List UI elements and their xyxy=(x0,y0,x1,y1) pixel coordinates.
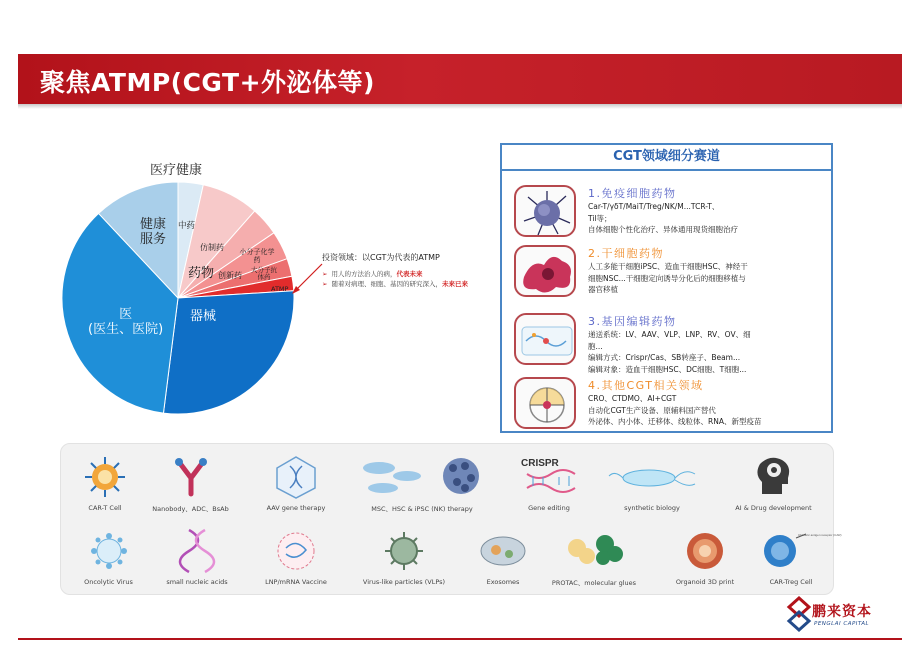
cgt-segments-panel xyxy=(500,143,833,433)
tech-gene-editing: CRISPR Gene editing xyxy=(509,454,589,512)
tech-organoid: Organoid 3D print xyxy=(661,528,749,586)
tech-lnp-mrna: LNP/mRNA Vaccine xyxy=(251,528,341,586)
pie-label-innovative: 创新药 xyxy=(218,271,242,280)
category-title-4: 4.其他CGT相关领域 xyxy=(588,379,704,392)
stem-cell-icon xyxy=(514,245,576,297)
category-title-2: 2.干细胞药物 xyxy=(588,247,664,260)
lab-equipment-icon xyxy=(514,377,576,429)
annotation-item-2: ➢ 随着对病理、细胞、基因的研究深入，未来已来 xyxy=(322,280,468,289)
tech-car-t: CAR-T Cell xyxy=(75,454,135,512)
tech-synthetic-biology: synthetic biology xyxy=(597,454,707,512)
svg-text:CRISPR: CRISPR xyxy=(521,458,559,469)
tech-protac: PROTAC、molecular glues xyxy=(539,528,649,587)
lnp-icon xyxy=(272,528,320,574)
technology-strip xyxy=(60,443,842,595)
exosome-icon xyxy=(478,528,528,574)
pie-svg xyxy=(60,180,296,416)
logo-subtitle: PENGLAI CAPITAL xyxy=(814,621,870,627)
footer-line xyxy=(18,638,902,640)
category-title-1: 1.免疫细胞药物 xyxy=(588,187,677,200)
gene-editing-icon xyxy=(514,313,576,365)
panel-title: CGT领域细分赛道 xyxy=(502,145,831,171)
aav-virus-icon xyxy=(272,454,320,500)
tech-aav: AAV gene therapy xyxy=(251,454,341,512)
protac-icon xyxy=(559,528,629,574)
category-details-2: 人工多能干细胞iPSC、造血干细胞HSC、神经干 细胞NSC...干细胞定向诱导分化后的细胞移植与 器官移植 xyxy=(588,262,748,295)
tech-vlp: Virus-like particles (VLPs) xyxy=(349,528,459,586)
healthcare-pie-chart xyxy=(60,180,296,416)
pie-label-antibody: 大分子抗体药 xyxy=(251,266,277,282)
tech-oncolytic-virus: Oncolytic Virus xyxy=(71,528,146,586)
category-title-3: 3.基因编辑药物 xyxy=(588,315,677,328)
crispr-icon xyxy=(519,454,579,500)
pie-label-generic: 仿制药 xyxy=(200,243,224,252)
pie-label-atmp: ATMP xyxy=(271,285,289,293)
page-title: 聚焦ATMP(CGT+外泌体等) xyxy=(40,68,375,97)
bacteria-icon xyxy=(607,454,697,500)
company-logo xyxy=(788,597,898,633)
antibody-icon xyxy=(167,454,215,500)
pie-slice-8 xyxy=(163,291,294,414)
annotation-item-1: ➢ 用人的方法治人的病，代表未来 xyxy=(322,270,423,278)
logo-name: 鹏来资本 xyxy=(812,604,872,620)
dna-helix-icon xyxy=(173,528,221,574)
category-details-1: Car-T/γδT/MaiT/Treg/NK/M...TCR-T、 Til等； 自体细胞个性化治疗、异体通用现货细胞治疗 xyxy=(588,202,738,235)
car-t-cell-icon xyxy=(81,454,129,500)
pengpai-logo-icon xyxy=(788,597,810,633)
ai-head-icon xyxy=(750,454,798,500)
pie-label-tcm: 中药 xyxy=(178,221,196,231)
organoid-icon xyxy=(681,528,729,574)
tech-ai: AI & Drug development xyxy=(721,454,826,512)
pie-label-health-service: 健康 服务 xyxy=(140,217,167,247)
pie-title: 医疗健康 xyxy=(150,163,203,178)
tech-msc: MSC、HSC & iPSC (NK) therapy xyxy=(347,454,497,513)
category-details-4: CRO、CTDMO、AI+CGT 自动化CGT生产设备、原辅料国产替代 外泌体、内小体、迁移体、线粒体、RNA、新型疫苗 xyxy=(588,394,762,427)
annotation-head: 投资领域：以CGT为代表的ATMP xyxy=(322,253,440,262)
oncolytic-virus-icon xyxy=(85,528,133,574)
title-banner xyxy=(18,54,902,104)
pie-label-devices: 器械 xyxy=(190,309,217,324)
tech-small-nucleic-acids: small nucleic acids xyxy=(157,528,237,586)
pie-label-medical: 医 (医生、医院) xyxy=(88,307,164,337)
pie-label-drugs-group: 药物 xyxy=(188,266,215,281)
stem-cells-icon xyxy=(357,454,487,500)
pie-label-small-molecule: 小分子化学药 xyxy=(239,248,275,265)
category-details-3: 递送系统：LV、AAV、VLP、LNP、RV、OV、细 胞... 编辑方式：Crispr/Cas、SB转座子、Beam... 编辑对象：造血干细胞HSC、DC细胞、T细胞... xyxy=(588,330,751,374)
vlp-icon xyxy=(380,528,428,574)
banner-shadow xyxy=(18,104,902,109)
svg-text:Chimeric antigen receptor (CAR: Chimeric antigen receptor (CAR) xyxy=(798,533,842,537)
investment-annotation xyxy=(322,252,507,290)
car-treg-icon xyxy=(758,528,842,574)
tech-car-treg: Chimeric antigen receptor (CAR) CAR-Treg Cell xyxy=(756,528,826,586)
tech-nanobody: Nanobody、ADC、BsAb xyxy=(143,454,238,513)
tech-exosomes: Exosomes xyxy=(473,528,533,586)
immune-cell-icon xyxy=(514,185,576,237)
